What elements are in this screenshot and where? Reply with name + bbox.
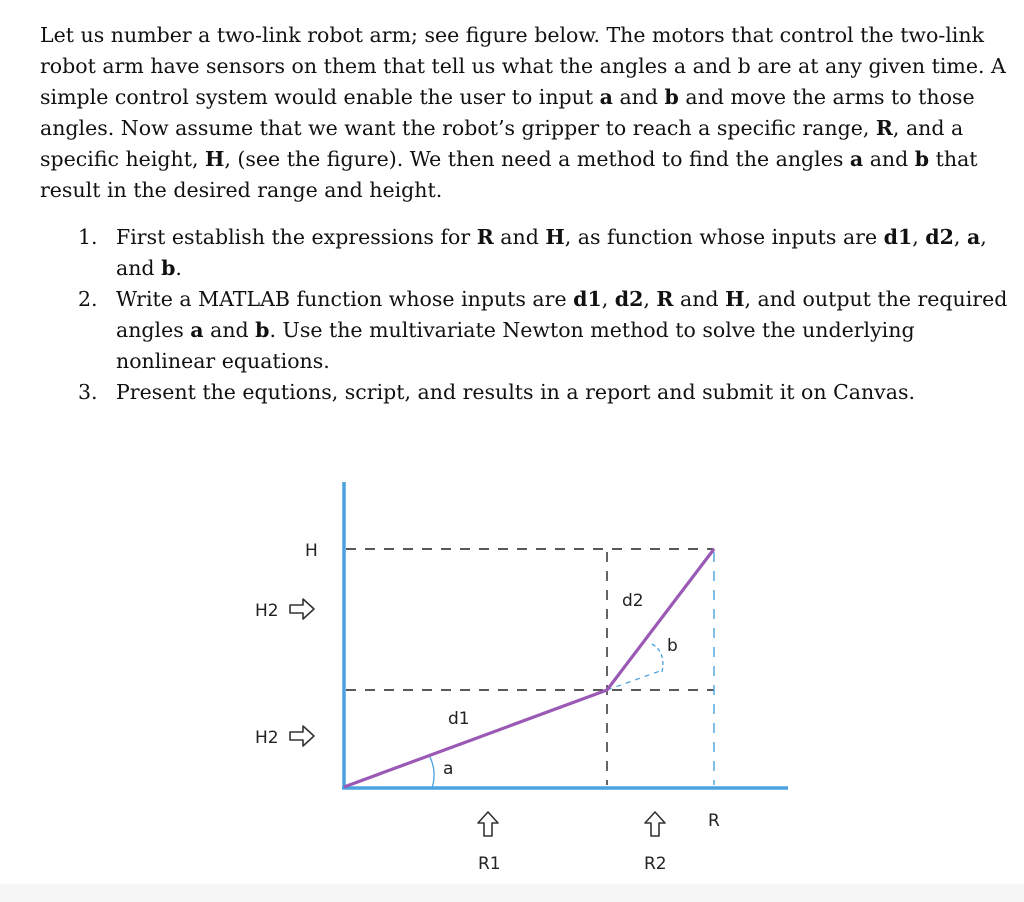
label-R2: R2 xyxy=(644,854,667,874)
task-2-bold-1: d1 xyxy=(573,287,602,311)
task-2-text-3: , xyxy=(643,287,657,311)
task-text: Present the equtions, script, and results in a report and submit it on Canvas. xyxy=(116,380,916,404)
label-a: a xyxy=(443,759,454,779)
task-1-bold-5: a xyxy=(966,225,981,249)
label-R1: R1 xyxy=(478,854,501,874)
task-1-bold-3: d1 xyxy=(883,225,913,249)
task-1-text-6: , and xyxy=(116,225,987,280)
label-R: R xyxy=(708,811,720,831)
task-2-text-2: , xyxy=(601,287,615,311)
intro-text-7: that result in the desired range and height. xyxy=(40,147,978,202)
angle-b-arc xyxy=(652,644,663,672)
intro-bold-R: R xyxy=(875,116,893,140)
task-1-bold-6: b xyxy=(161,256,176,280)
label-H: H xyxy=(305,541,318,561)
link-d1 xyxy=(344,690,607,787)
angle-a-arc xyxy=(430,757,434,788)
h2-lower-arrow-icon xyxy=(290,726,314,746)
intro-bold-b2: b xyxy=(914,147,930,171)
intro-text-1: Let us number a two-link robot arm; see figure below. The motors that control the two-link robot arm have sensors on them that tell us what the angles a and b are at any given time. A simple control system would enable the user to input xyxy=(40,23,1006,109)
intro-text-4: , and a specific height, xyxy=(40,116,964,171)
task-2-text-5: , and output the required angles xyxy=(116,287,1008,342)
r1-arrow-icon xyxy=(478,812,498,836)
label-H2-upper: H2 xyxy=(255,601,279,621)
task-2-bold-5: a xyxy=(190,318,204,342)
link-d2 xyxy=(607,549,714,690)
task-2-bold-3: R xyxy=(656,287,674,311)
label-d1: d1 xyxy=(448,709,470,729)
label-d2: d2 xyxy=(622,591,644,611)
h2-upper-arrow-icon xyxy=(290,599,314,619)
task-2-text-7: . Use the multivariate Newton method to solve the underlying nonlinear equations. xyxy=(116,318,915,373)
intro-bold-b: b xyxy=(664,85,679,109)
intro-text-3: and move the arms to those angles. Now assume that we want the robot’s gripper to reach a specific range, xyxy=(40,85,975,140)
task-2-text-6: and xyxy=(203,318,256,342)
label-b: b xyxy=(667,636,678,656)
task-1-text-3: , as function whose inputs are xyxy=(564,225,884,249)
intro-text-5: , (see the figure). We then need a method to find the angles xyxy=(224,147,850,171)
task-1-bold-2: H xyxy=(545,225,565,249)
intro-bold-a: a xyxy=(599,85,613,109)
task-2-bold-4: H xyxy=(725,287,745,311)
task-1-text-4: , xyxy=(912,225,926,249)
task-1-text-5: , xyxy=(953,225,967,249)
task-1-text-1: First establish the expressions for xyxy=(116,225,477,249)
intro-text-6: and xyxy=(863,147,915,171)
label-H2-lower: H2 xyxy=(255,728,279,748)
task-1-bold-4: d2 xyxy=(925,225,954,249)
intro-text-2: and xyxy=(612,85,665,109)
task-number: 1. xyxy=(78,225,98,249)
task-2-bold-2: d2 xyxy=(614,287,644,311)
page-bottom-strip xyxy=(0,884,1024,902)
task-1-text-2: and xyxy=(493,225,546,249)
task-1-text-7: . xyxy=(175,256,182,280)
r2-arrow-icon xyxy=(645,812,665,836)
task-2-text-1: Write a MATLAB function whose inputs are xyxy=(116,287,574,311)
task-number: 3. xyxy=(78,380,98,404)
intro-bold-a2: a xyxy=(849,147,864,171)
intro-bold-H: H xyxy=(204,147,225,171)
task-number: 2. xyxy=(78,287,98,311)
task-1-bold-1: R xyxy=(476,225,494,249)
task-2-text-4: and xyxy=(673,287,726,311)
task-2-bold-6: b xyxy=(255,318,270,342)
